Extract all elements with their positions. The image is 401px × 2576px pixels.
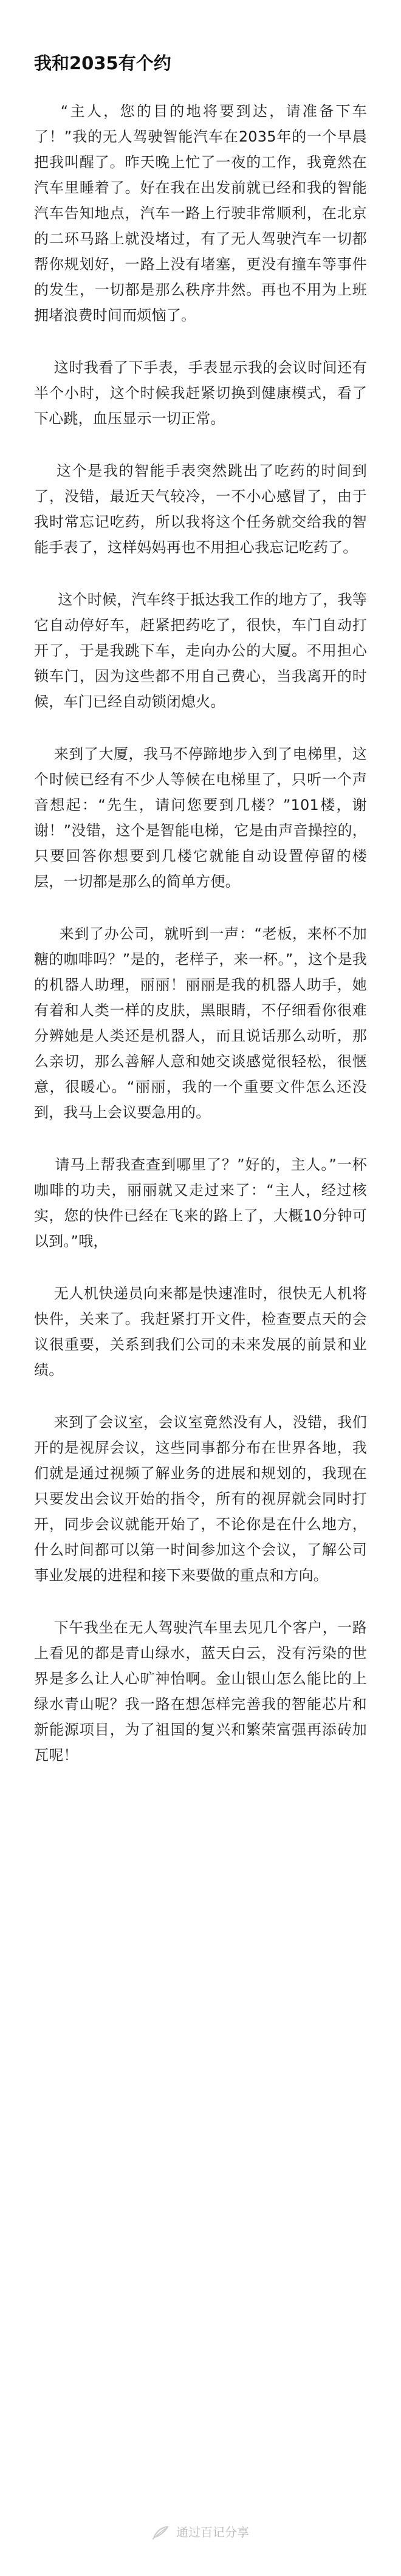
feather-pen-icon (152, 2525, 170, 2540)
article-paragraph-4: 这个时候，汽车终于抵达我工作的地方了，我等它自动停好车，赶紧把药吃了，很快，车门自动打开了，于是我跳下车，走向办公的大厦。不用担心锁车门，因为这些都不用自己费心，当我离开的时候，车门已经自动锁闭熄火。 (34, 591, 367, 710)
article-paragraph-10: 下午我坐在无人驾驶汽车里去见几个客户，一路上看见的都是青山绿水，蓝天白云，没有污染的世界是多么让人心旷神怡啊。金山银山怎么能比的上绿水青山呢？我一路在想怎样完善我的智能芯片和新能源项目，为了祖国的复兴和繁荣富强再添砖加瓦呢！ (34, 1619, 367, 1764)
page-title: 我和2035有个约 (34, 53, 171, 74)
article-paragraph-7: 请马上帮我查查到哪里了？”好的，主人。”一杯咖啡的功夫，丽丽就又走过来了：“主人，经过核实，您的快件已经在飞来的路上了，大概10分钟可以到。”哦， (34, 1156, 367, 1250)
share-footer (0, 2520, 401, 2544)
article-paragraph-3: 这个是我的智能手表突然跳出了吃药的时间到了，没错，最近天气较冷，一不小心感冒了，由于我时常忘记吃药，所以我将这个任务就交给我的智能手表了，这样妈妈再也不用担心我忘记吃药了。 (34, 462, 367, 556)
article-paragraph-6: 来到了办公司，就听到一声：“老板，来杯不加糖的咖啡吗？”是的，老样子，来一杯。”，这个是我的机器人助理，丽丽！丽丽是我的机器人助手，她有着和人类一样的皮肤，黑眼睛，不仔细看你很难分辨她是人类还是机器人，而且说话那么动听，那么亲切，那么善解人意和她交谈感觉很轻松，很惬意，很暖心。“丽丽，我的一个重要文件怎么还没到，我马上会议要急用的。 (34, 925, 367, 1121)
article-paragraph-1: “主人，您的目的地将要到达，请准备下车了！”我的无人驾驶智能汽车在2035年的一个早晨把我叫醒了。昨天晚上忙了一夜的工作，我竟然在汽车里睡着了。好在我在出发前就已经和我的智能汽车告知地点，汽车一路上行驶非常顺利，在北京的二环马路上就没堵过，有了无人驾驶汽车一切都帮你规划好，一路上没有堵塞，更没有撞车等事件的发生，一切都是那么秩序井然。再也不用为上班拥堵浪费时间而烦恼了。 (34, 103, 367, 324)
article-paragraph-9: 来到了会议室，会议室竟然没有人，没错，我们开的是视屏会议，这些同事都分布在世界各地，我们就是通过视频了解业务的进展和规划的，我现在只要发出会议开始的指令，所有的视屏就会同时打开，同步会议就能开始了，不论你是在什么地方，什么时间都可以第一时间参加这个会议，了解公司事业发展的进程和接下来要做的重点和方向。 (34, 1414, 367, 1584)
article-body (34, 98, 367, 1795)
article-paragraph-8: 无人机快递员向来都是快速准时，很快无人机将快件，关来了。我赶紧打开文件，检查要点天的会议很重要，关系到我们公司的未来发展的前景和业绩。 (34, 1285, 367, 1379)
article-paragraph-5: 来到了大厦，我马不停蹄地步入到了电梯里，这个时候已经有不少人等候在电梯里了，只听一个声音想起：“先生，请问您要到几楼？”101楼，谢谢！”没错，这个是智能电梯，它是由声音操控的，只要回答你想要到几楼它就能自动设置停留的楼层，一切都是那么的简单方便。 (34, 745, 367, 890)
article-paragraph-2: 这时我看了下手表，手表显示我的会议时间还有半个小时，这个时候我赶紧切换到健康模式，看了下心跳，血压显示一切正常。 (34, 359, 367, 427)
share-footer-label: 通过百记分享 (176, 2525, 249, 2540)
